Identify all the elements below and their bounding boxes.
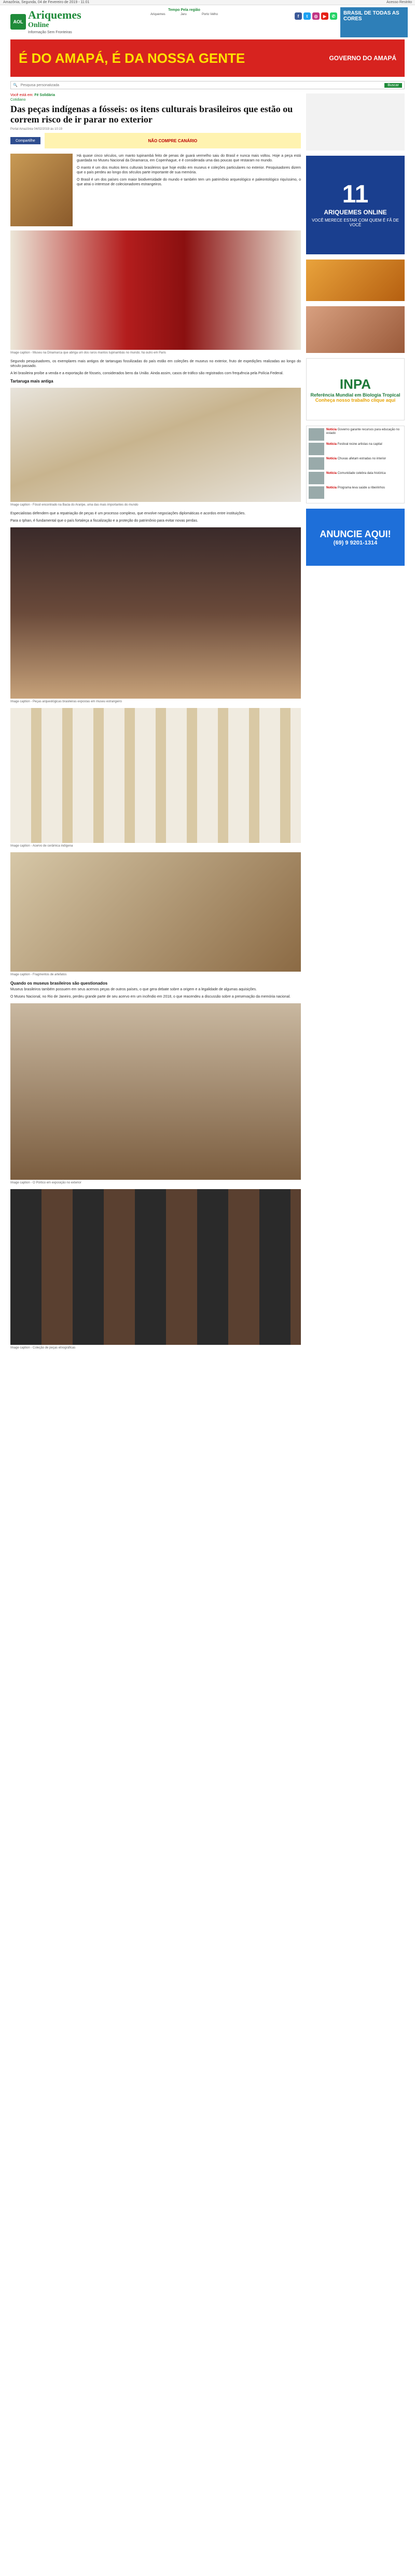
article-image <box>10 527 301 699</box>
facebook-icon[interactable]: f <box>295 12 302 20</box>
paragraph: O Museu Nacional, no Rio de Janeiro, perdeu grande parte de seu acervo em um incêndio em 2018, o que reacendeu a discussão sobre a preservação da memória nacional. <box>10 995 291 999</box>
top-banner-ad[interactable] <box>10 39 405 77</box>
breadcrumb <box>10 93 301 97</box>
ad-number: 11 <box>342 181 369 208</box>
logo-name-2: Online <box>28 21 49 29</box>
article-image <box>10 388 301 502</box>
weather-city: Porto Velho <box>201 13 218 16</box>
article-image <box>10 708 301 843</box>
news-item[interactable] <box>309 457 402 470</box>
header-ad-text: BRASIL DE TODAS AS CORES <box>343 10 399 22</box>
paragraph: Museus brasileiros também possuem em seus acervos peças de outros países, o que gera debate sobre a origem e a legalidade de algumas aquisições. <box>10 988 257 991</box>
news-tag: Notícia <box>326 472 337 475</box>
figure <box>10 1189 301 1350</box>
whatsapp-icon[interactable]: ✆ <box>330 12 337 20</box>
news-thumb <box>309 472 324 484</box>
inpa-sub: Referência Mundial em Biologia Tropical <box>310 392 400 398</box>
weather-title: Tempo Pela região <box>168 8 200 12</box>
sidebar-ad-image[interactable] <box>306 306 405 353</box>
weather-widget <box>150 8 218 16</box>
paragraph: Segundo pesquisadores, os exemplares mais antigos de tartarugas fossilizadas do país estão em coleções de museus no exterior, fruto de expedições realizadas ao longo do século passado. <box>10 360 301 368</box>
header-ad[interactable] <box>340 7 408 37</box>
image-caption: Image caption - Peças arqueológicas brasileiras expostas em museu estrangeiro <box>10 700 122 703</box>
article-image <box>10 1189 301 1345</box>
social-links <box>295 12 337 20</box>
paragraph: Há quase cinco séculos, um manto tupinambá feito de penas de guará vermelho saiu do Brasil e nunca mais voltou. Hoje a peça está guardada no Museu Nacional da Dinamarca, em Copenhague, e é considerada uma das poucas que restaram no mundo. <box>77 154 301 162</box>
news-thumb <box>309 486 324 499</box>
article-thumbnail <box>10 154 73 226</box>
news-tag: Notícia <box>326 486 337 489</box>
anuncie-title: ANUNCIE AQUI! <box>320 528 391 539</box>
news-item[interactable] <box>309 443 402 455</box>
banner-sub: GOVERNO DO AMAPÁ <box>329 54 396 62</box>
paragraph: Para o Iphan, é fundamental que o país fortaleça a fiscalização e a proteção do patrimônio para evitar novas perdas. <box>10 519 198 523</box>
sidebar-ad-anuncie[interactable] <box>306 509 405 566</box>
breadcrumb-link[interactable]: Fé Solidária <box>34 93 55 97</box>
figure <box>10 708 301 848</box>
ad-line: VOCÊ MERECE ESTAR COM QUEM É FÃ DE VOCÊ <box>312 218 399 227</box>
site-header <box>0 5 415 38</box>
anuncie-phone: (69) 9 9201-1314 <box>333 539 378 546</box>
paragraph: O manto é um dos muitos itens culturais brasileiros que hoje estão em museus e coleções particulares no exterior. Pesquisadores dizem que o país perdeu ao longo dos séculos parte importante de sua memória. <box>77 166 301 174</box>
inpa-title: INPA <box>339 376 371 392</box>
figure <box>10 230 301 355</box>
search-icon: 🔍 <box>13 84 18 87</box>
inpa-link[interactable]: Conheça nosso trabalho clique aqui <box>315 397 396 403</box>
article-meta: Portal Amazônia 04/02/2019 às 10:19 <box>10 128 63 131</box>
article-title: Das peças indígenas a fósseis: os itens culturais brasileiros que estão ou correm risco de ir parar no exterior <box>10 104 293 125</box>
article-image <box>10 1003 301 1180</box>
top-bar <box>0 0 415 5</box>
news-text: Governo garante recursos para educação no estado <box>326 428 400 435</box>
paragraph: Especialistas defendem que a repatriação de peças é um processo complexo, que envolve negociações diplomáticas e acordos entre instituições. <box>10 512 246 515</box>
breadcrumb-sub[interactable]: Cotidiano <box>10 98 26 102</box>
news-thumb <box>309 443 324 455</box>
twitter-icon[interactable]: t <box>303 12 311 20</box>
image-caption: Image caption - Acervo de cerâmica indígena <box>10 844 73 848</box>
logo-name: Ariquemes <box>28 8 81 21</box>
sidebar-ad-inpa[interactable] <box>306 358 405 420</box>
news-text: Chuvas afetam estradas no interior <box>337 457 386 460</box>
search-bar <box>10 81 405 89</box>
news-item[interactable] <box>309 472 402 484</box>
youtube-icon[interactable]: ▶ <box>321 12 328 20</box>
sidebar-ad-placeholder[interactable] <box>306 93 405 151</box>
image-caption: Image caption - Coleção de peças etnográficas <box>10 1346 76 1350</box>
date-text: Amazônia, Segunda, 04 de Fevereiro de 2019 - 11:01 <box>3 1 90 4</box>
weather-city: Jaru <box>180 13 187 16</box>
weather-city: Ariquemes <box>150 13 165 16</box>
figure <box>10 388 301 507</box>
breadcrumb-label: Você está em: <box>10 93 34 97</box>
figure <box>10 527 301 704</box>
news-item[interactable] <box>309 428 402 441</box>
inline-ad[interactable]: NÃO COMPRE CANÁRIO <box>45 133 301 148</box>
sidebar <box>306 93 405 1354</box>
instagram-icon[interactable]: ◎ <box>312 12 320 20</box>
section-heading: Quando os museus brasileiros são questionados <box>10 981 108 986</box>
news-thumb <box>309 428 324 441</box>
figure <box>10 1003 301 1185</box>
sidebar-ad-image[interactable] <box>306 260 405 301</box>
sidebar-ad-ariquemes[interactable] <box>306 156 405 254</box>
news-tag: Notícia <box>326 428 337 431</box>
section-heading: Tartaruga mais antiga <box>10 379 53 384</box>
article-image <box>10 852 301 972</box>
image-caption: Image caption - O Pórtico em exposição no exterior <box>10 1181 81 1184</box>
news-thumb <box>309 457 324 470</box>
news-text: Comunidade celebra data histórica <box>337 472 386 475</box>
article <box>10 93 301 1354</box>
image-caption: Image caption - Fragmentos de artefatos <box>10 973 67 976</box>
news-list <box>306 426 405 503</box>
search-input[interactable] <box>21 82 381 88</box>
ad-sub: ARIQUEMES ONLINE <box>324 209 387 216</box>
logo-mark: AOL <box>10 14 26 30</box>
figure <box>10 852 301 977</box>
news-tag: Notícia <box>326 443 337 446</box>
restricted-access-link[interactable]: Acesso Restrito <box>386 1 412 4</box>
banner-headline: É DO AMAPÁ, É DA NOSSA GENTE <box>19 50 245 66</box>
search-button[interactable]: Buscar <box>384 83 402 88</box>
news-item[interactable] <box>309 486 402 499</box>
paragraph: O Brasil é um dos países com maior biodiversidade do mundo e também tem um patrimônio arqueológico e paleontológico riquíssimo, o que atrai o interesse de colecionadores estrangeiros. <box>77 178 301 186</box>
site-logo[interactable] <box>10 10 81 34</box>
news-tag: Notícia <box>326 457 337 460</box>
paragraph: A lei brasileira proíbe a venda e a exportação de fósseis, considerados bens da União. Ainda assim, casos de tráfico são registrados com frequência pela Polícia Federal. <box>10 372 284 375</box>
image-caption: Image caption - Museu na Dinamarca que abriga um dos raros mantos tupinambás no mundo; há outro em Paris <box>10 351 166 355</box>
share-button[interactable]: Compartilhe <box>10 137 40 144</box>
logo-tagline: Informação Sem Fronteiras <box>28 30 72 34</box>
article-image <box>10 230 301 350</box>
news-text: Programa leva saúde a ribeirinhos <box>337 486 385 489</box>
image-caption: Image caption - Fóssil encontrado na Bacia do Araripe, uma das mais importantes do mundo <box>10 503 139 507</box>
news-text: Festival reúne artistas na capital <box>337 443 382 446</box>
